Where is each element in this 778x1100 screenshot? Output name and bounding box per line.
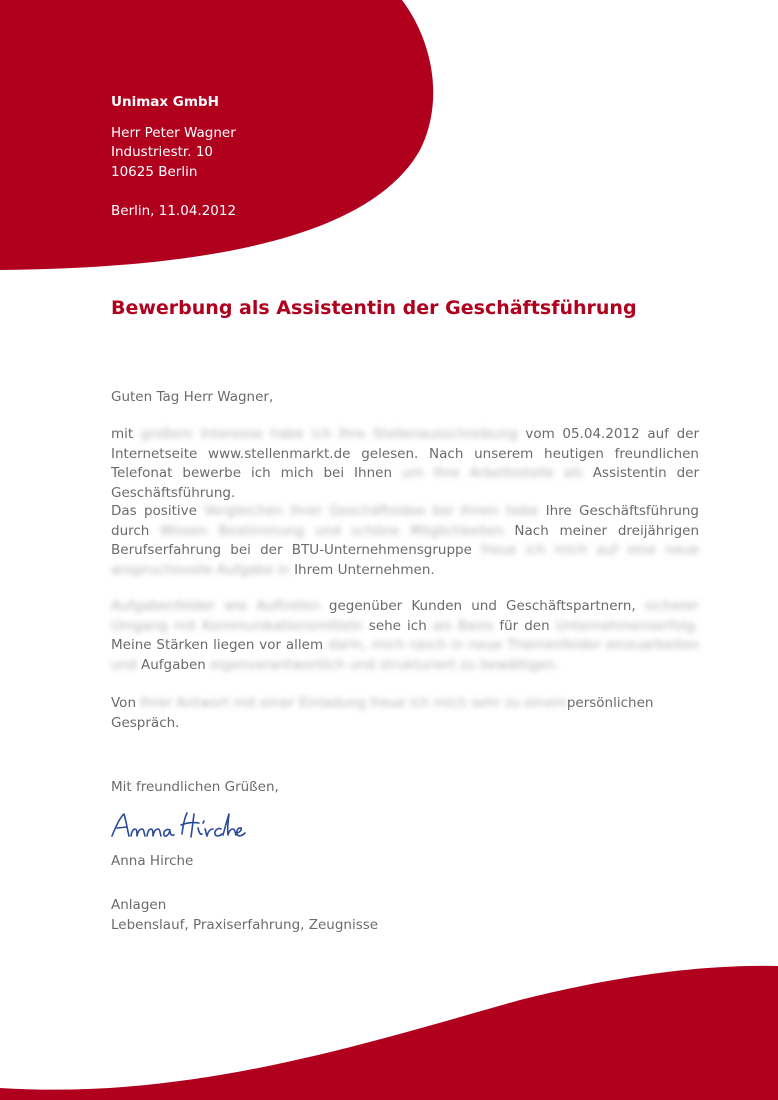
redacted-text: Vergleichen Ihrer Geschäftsidee bei Ihnen liebe [204, 503, 539, 519]
bottom-red-wave [0, 966, 778, 1100]
redacted-text: Unternehmenserfolg. [555, 617, 699, 634]
paragraph-text: vom 05.04.2012 auf der Internetseite www.stellenmarkt.de gelesen. Nach unserem heutigen freundlichen Telefonat bewerbe ich mich bei Ihnen [111, 426, 699, 481]
paragraph-text: Ihre Geschäftsführung durch [111, 503, 700, 539]
redacted-text: Wissen Bestimmung und schöne Möglichkeiten [160, 522, 504, 539]
paragraph-strengths [111, 597, 699, 675]
paragraph-text: persönlichen Gespräch. [111, 695, 654, 731]
redacted-text: als Basis [432, 617, 494, 634]
attachments-list: Lebenslauf, Praxiserfahrung, Zeugnisse [111, 916, 379, 933]
letter-subject: Bewerbung als Assistentin der Geschäftsführung [111, 297, 637, 319]
redacted-text: sicherer Umgang mit Kommunikationsmitteln [111, 598, 700, 634]
paragraph-motivation [111, 502, 699, 580]
paragraph-text: gegenüber Kunden und Geschäftspartnern, [328, 598, 636, 614]
signer-name: Anna Hirche [111, 853, 194, 869]
paragraph-text: für den [499, 617, 550, 634]
paragraph-text: Ihrem Unternehmen. [294, 561, 435, 578]
city-postcode: 10625 Berlin [111, 163, 198, 180]
paragraph-text: Aufgaben [140, 656, 206, 673]
redacted-text: großem Interesse habe ich Ihre Stellenausschreibung [140, 426, 518, 442]
paragraph-text: Meine Stärken liegen vor allem [111, 637, 324, 653]
redacted-text: Ihrer Antwort mit einer Einladung freue ich mich sehr zu einem [140, 695, 567, 711]
redacted-text: Aufgabenfelder wie Auftreten [111, 598, 320, 614]
attachments-label: Anlagen [111, 897, 167, 913]
paragraph-text: sehe ich [368, 617, 427, 634]
complimentary-close: Mit freundlichen Grüßen, [111, 779, 279, 795]
paragraph-text: Von [111, 695, 137, 711]
sender-address-block [111, 93, 236, 221]
paragraph-closing-request [111, 694, 699, 733]
street-address: Industriestr. 10 [111, 144, 213, 160]
paragraph-intro [111, 425, 699, 503]
company-name: Unimax GmbH [111, 94, 219, 110]
redacted-text: um Ihre Arbeitsstelle als [401, 465, 583, 481]
redacted-text: eigenverantwortlich und strukturiert zu bewältigen. [210, 656, 559, 673]
redacted-text: darin, mich rasch in neue Themenfelder einzuarbeiten und [111, 637, 699, 673]
redacted-text: freue ich mich auf eine neue anspruchsvolle Aufgabe in [111, 542, 700, 578]
paragraph-text: mit [111, 426, 134, 442]
paragraph-text: Nach meiner dreijährigen Berufserfahrung bei der BTU-Unternehmensgruppe [111, 522, 700, 558]
handwritten-signature [108, 808, 248, 844]
letter-date: Berlin, 11.04.2012 [111, 202, 237, 219]
salutation: Guten Tag Herr Wagner, [111, 389, 274, 405]
attachments-block [111, 896, 699, 935]
paragraph-text: Assistentin der Geschäftsführung. [111, 465, 700, 501]
paragraph-text: Das positive [111, 503, 197, 519]
contact-person: Herr Peter Wagner [111, 124, 236, 141]
